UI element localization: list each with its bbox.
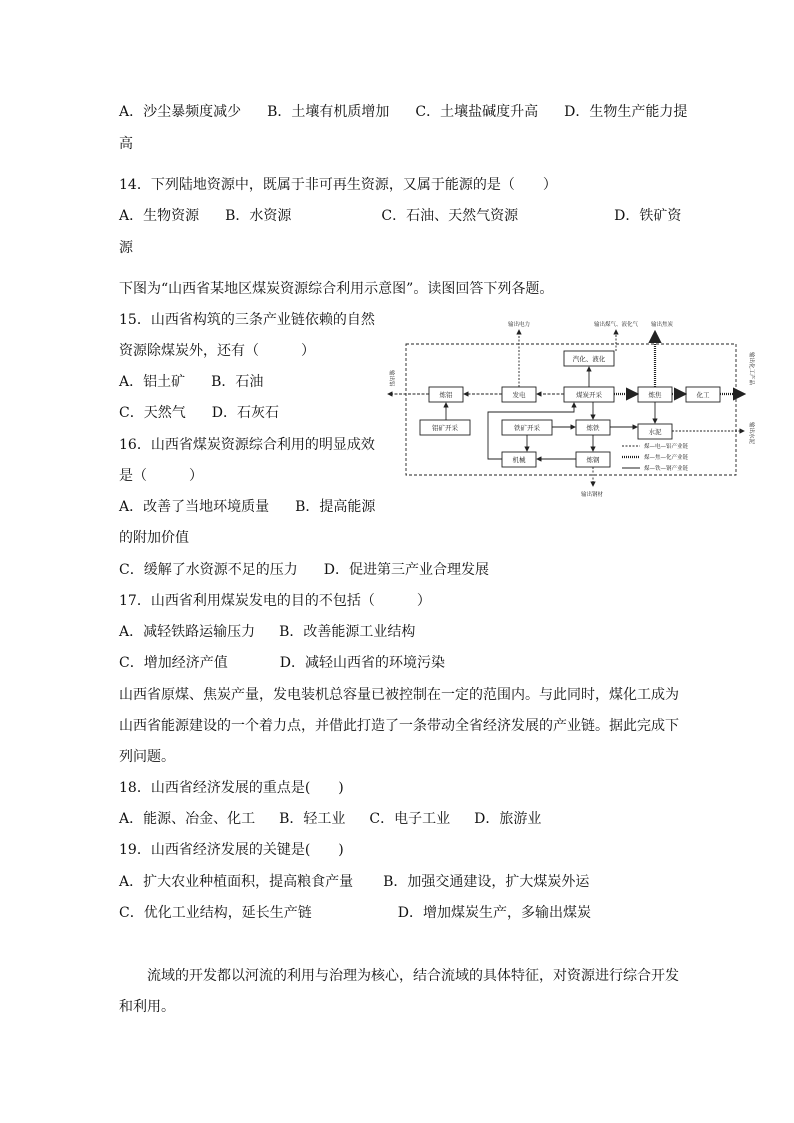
q13-options-line [119,102,687,122]
q13-option-b: B．土壤有机质增加 [267,104,390,120]
svg-text:炼铁: 炼铁 [586,424,600,432]
svg-text:发电: 发电 [512,391,526,399]
q16-options-ab [119,497,375,517]
box-power-generation [502,387,536,402]
q16-option-d: D．促进第三产业合理发展 [323,562,489,578]
q15-options-cd [119,403,279,423]
q19-option-b: B．加强交通建设，扩大煤炭外运 [383,874,590,890]
legend-label-1: 煤—电—铝产业链 [644,444,689,450]
q14-option-c: C．石油、天然气资源 [381,208,519,224]
q13-option-d: D．生物生产能力提 [564,104,688,120]
svg-text:煤炭开采: 煤炭开采 [576,391,602,399]
legend-label-3: 煤—铁—钢产业链 [644,466,689,472]
q15-option-b: B．石油 [211,374,264,390]
q16-option-b: B．提高能源 [295,499,376,515]
q18-option-a: A．能源、冶金、化工 [119,811,256,827]
svg-text:化工: 化工 [696,391,710,399]
svg-text:炼铝: 炼铝 [439,391,453,399]
q16-option-c: C．缓解了水资源不足的压力 [119,562,298,578]
label-output-aluminum: 输出铝 [388,370,394,387]
svg-text:汽化、液化: 汽化、液化 [572,355,606,363]
q19-options-ab [119,872,589,892]
q13-option-a: A．沙尘暴频度减少 [119,104,242,120]
q18-option-c: C．电子工业 [369,811,451,827]
diagram-legend [622,442,689,472]
q17-option-b: B．改善能源工业结构 [279,624,416,640]
q19-option-d: D．增加煤炭生产，多输出煤炭 [397,905,591,921]
q14-options-line [119,206,681,226]
svg-text:铁矿开采: 铁矿开采 [514,424,540,432]
q18-options [119,809,541,829]
q17-options-ab [119,622,415,642]
q17-option-a: A．减轻铁路运输压力 [119,624,256,640]
closing-line1: 流域的开发都以河流的利用与治理为核心，结合流域的具体特征，对资源进行综合开发 [147,968,679,984]
passage-line3: 列问题。 [119,749,175,765]
q14-option-d: D．铁矿资 [614,208,682,224]
q14-option-a: A．生物资源 [119,208,200,224]
legend-label-2: 煤—焦—化产业链 [644,455,689,461]
q16-option-a: A．改善了当地环境质量 [119,499,270,515]
label-output-gas: 输出煤气、液化气 [593,322,639,328]
q14-option-d-continued: 源 [119,240,133,256]
q18-stem: 18．山西省经济发展的重点是( ) [119,780,344,796]
q15-option-d: D．石灰石 [211,405,279,421]
label-output-steel: 输出钢材 [580,492,604,498]
q13-option-c: C．土壤盐碱度升高 [415,104,539,120]
q18-option-b: B．轻工业 [279,811,346,827]
q16-options-cd [119,560,489,580]
label-output-cement: 输出水泥 [748,422,754,445]
svg-text:炼钢: 炼钢 [586,456,600,464]
box-aluminum-smelting [429,387,463,402]
q14-stem: 14．下列陆地资源中，既属于非可再生资源，又属于能源的是（ ） [119,177,557,193]
q17-option-c: C．增加经济产值 [119,655,228,671]
box-gasify [564,351,614,366]
q19-option-a: A．扩大农业种植面积，提高粮食产量 [119,874,354,890]
box-coking [638,387,672,402]
q17-stem: 17．山西省利用煤炭发电的目的不包括（ ） [119,593,431,609]
box-iron-mining [502,420,552,435]
svg-text:炼焦: 炼焦 [648,391,662,399]
svg-text:铝矿开采: 铝矿开采 [432,424,458,432]
q18-option-d: D．旅游业 [474,811,542,827]
box-chemical [686,387,720,402]
label-output-coke: 输出焦炭 [650,322,674,328]
coal-utilization-diagram [384,318,756,498]
box-machinery [502,452,536,467]
q13-option-d-continued: 高 [119,136,133,152]
q15-stem-line2: 资源除煤炭外，还有（ ） [119,343,315,359]
svg-text:水泥: 水泥 [648,428,662,436]
diagram-intro: 下图为“山西省某地区煤炭资源综合利用示意图”。读图回答下列各题。 [119,281,554,297]
passage-line2: 山西省能源建设的一个着力点，并借此打造了一条带动全省经济发展的产业链。据此完成下 [119,718,679,734]
q15-stem-line1: 15．山西省构筑的三条产业链依赖的自然 [119,312,375,328]
box-cement [638,424,672,439]
q16-option-b-continued: 的附加价值 [119,530,189,546]
q19-option-c: C．优化工业结构，延长生产链 [119,905,312,921]
q15-options-ab [119,372,263,392]
svg-text:机械: 机械 [512,456,526,464]
box-iron-smelting [576,420,610,435]
q16-stem-line2: 是（ ） [119,468,203,484]
q15-option-c: C．天然气 [119,405,186,421]
box-bauxite-mining [420,420,470,435]
q17-options-cd [119,653,445,673]
passage-line1: 山西省原煤、焦炭产量，发电装机总容量已被控制在一定的范围内。与此同时，煤化工成为 [119,687,679,703]
box-steelmaking [576,452,610,467]
label-output-chemicals: 输出化工产品 [748,352,754,386]
q16-stem-line1: 16．山西省煤炭资源综合利用的明显成效 [119,437,375,453]
q19-options-cd [119,903,591,923]
label-output-power: 输出电力 [507,322,531,328]
q15-option-a: A．铝土矿 [119,374,186,390]
q17-option-d: D．减轻山西省的环境污染 [279,655,445,671]
q19-stem: 19．山西省经济发展的关键是( ) [119,842,344,858]
q14-option-b: B．水资源 [225,208,292,224]
box-coal-mining [564,387,614,402]
closing-line2: 和利用。 [119,999,175,1015]
